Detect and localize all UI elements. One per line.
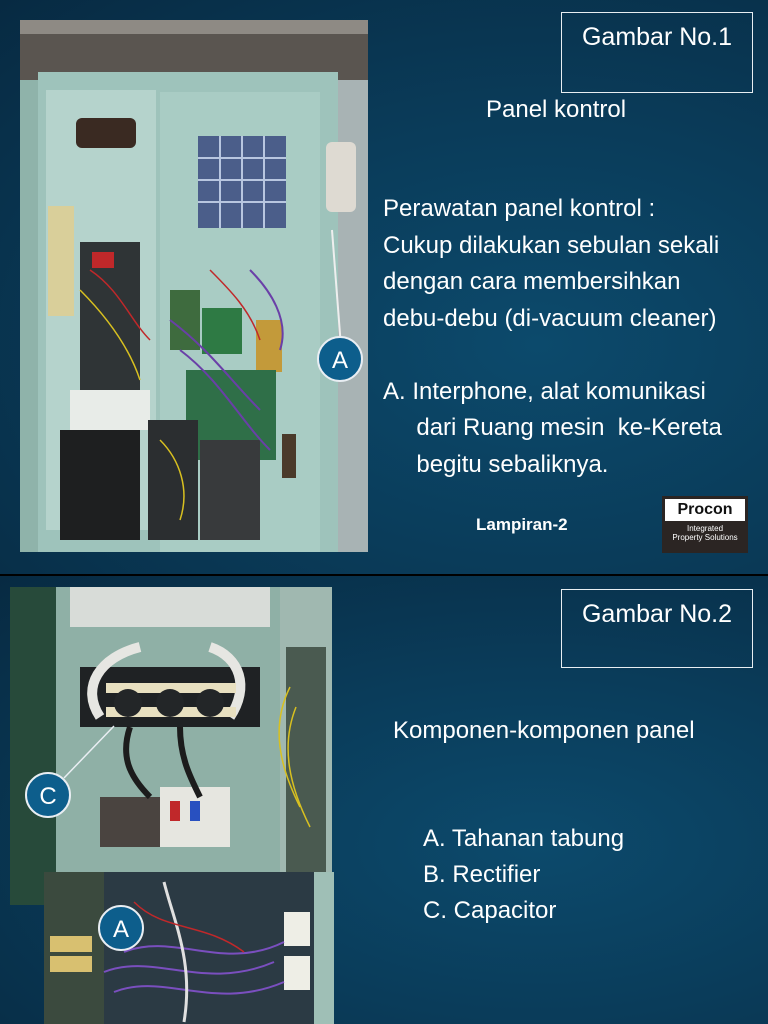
slide-2-subtitle: Komponen-komponen panel (393, 717, 695, 744)
component-item-b: B. Rectifier (423, 861, 541, 888)
slide-2 (0, 576, 768, 1024)
logo-tagline-1: Integrated (686, 524, 724, 533)
slide-1-title: Gambar No.1 (561, 12, 753, 93)
callout-c: C (25, 772, 71, 818)
slide-2-title: Gambar No.2 (561, 589, 753, 668)
logo-name: Procon (665, 499, 745, 521)
callout-a-slide-2: A (98, 905, 144, 951)
logo-tagline-2: Property Solutions (672, 533, 738, 542)
component-item-a: A. Tahanan tabung (423, 825, 625, 852)
slide-1-body: Perawatan panel kontrol : Cukup dilakukan sebulan sekali dengan cara membersihkan debu-debu (di-vacuum cleaner) A. Interphone, alat komunikasi dari Ruang mesin ke-Kereta begitu sebaliknya. (383, 195, 722, 478)
tube-resistor-photo (44, 872, 334, 1024)
logo-tagline (662, 524, 748, 542)
callout-a: A (317, 336, 363, 382)
procon-logo (662, 496, 748, 553)
control-panel-photo (20, 20, 368, 552)
component-item-c: C. Capacitor (423, 897, 557, 924)
lampiran-label: Lampiran-2 (476, 515, 568, 534)
slide-1-subtitle: Panel kontrol (486, 96, 627, 123)
